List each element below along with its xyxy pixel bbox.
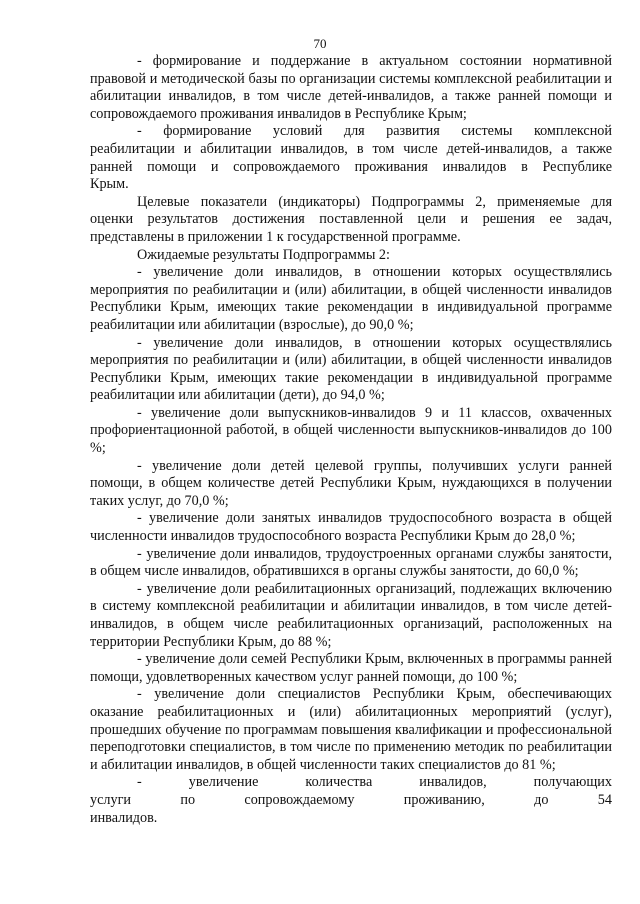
paragraph-conditions-development: - формирование условий для развития системы комплексной реабилитации и абилитации инвалидов, в том числе детей-инвалидов, а также ранней помощи и сопровождаемого проживания инвалидов в Республике Крым. (90, 123, 612, 193)
paragraph-result-supported-living: - увеличение количества инвалидов, получающих услуги по сопровождаемому проживанию, до 54 инвалидов. (90, 774, 612, 826)
paragraph-result-rehabilitation-organizations: - увеличение доли реабилитационных организаций, подлежащих включению в систему комплексной реабилитации и абилитации инвалидов, в том числе детей-инвалидов, в общем числе реабилитационных организаций, расположенных на территории Республики Крым, до 88 %; (90, 580, 612, 650)
paragraph-result-early-help-children: - увеличение доли детей целевой группы, получивших услуги ранней помощи, в общем количестве детей Республики Крым, нуждающихся в получении таких услуг, до 70,0 %; (90, 457, 612, 509)
paragraph-target-indicators: Целевые показатели (индикаторы) Подпрограммы 2, применяемые для оценки результатов достижения поставленной цели и решения ее задач, представлены в приложении 1 к государственной программе. (90, 193, 612, 245)
paragraph-result-graduates-orientation: - увеличение доли выпускников-инвалидов 9 и 11 классов, охваченных профориентационной работой, в общей численности выпускников-инвалидов до 100 %; (90, 404, 612, 457)
paragraph-result-families-satisfaction: - увеличение доли семей Республики Крым, включенных в программы ранней помощи, удовлетворенных качеством услуг ранней помощи, до 100 %; (90, 651, 612, 685)
page-number: 70 (313, 36, 327, 51)
document-body (90, 53, 612, 827)
paragraph-result-employment-service: - увеличение доли инвалидов, трудоустроенных органами службы занятости, в общем числе инвалидов, обратившихся в органы службы занятости, до 60,0 %; (90, 545, 612, 580)
paragraph-expected-results-heading: Ожидаемые результаты Подпрограммы 2: (137, 246, 390, 263)
paragraph-result-specialists-training: - увеличение доли специалистов Республики Крым, обеспечивающих оказание реабилитационных и (или) абилитационных мероприятий (услуг), прошедших обучение по программам повышения квалификации и профессиональной переподготовки специалистов, в том числе по применению методик по реабилитации и абилитации инвалидов, в общей численности таких специалистов до 81 %; (90, 686, 612, 773)
paragraph-result-children-rehabilitation: - увеличение доли инвалидов, в отношении которых осуществлялись мероприятия по реабилитации и (или) абилитации, в общей численности инвалидов Республики Крым, имеющих такие рекомендации в индивидуальной программе реабилитации или абилитации (дети), до 94,0 %; (90, 334, 612, 404)
paragraph-regulatory-base: - формирование и поддержание в актуальном состоянии нормативной правовой и методической базы по организации системы комплексной реабилитации и абилитации инвалидов, в том числе детей-инвалидов, а также ранней помощи и сопровождаемого проживания инвалидов в Республике Крым; (90, 53, 612, 122)
paragraph-result-adults-rehabilitation: - увеличение доли инвалидов, в отношении которых осуществлялись мероприятия по реабилитации и (или) абилитации, в общей численности инвалидов Республики Крым, имеющих такие рекомендации в индивидуальной программе реабилитации или абилитации (взрослые), до 90,0 %; (90, 264, 612, 333)
paragraph-result-employed-disabled: - увеличение доли занятых инвалидов трудоспособного возраста в общей численности инвалидов трудоспособного возраста Республики Крым до 28,0 %; (90, 510, 612, 545)
